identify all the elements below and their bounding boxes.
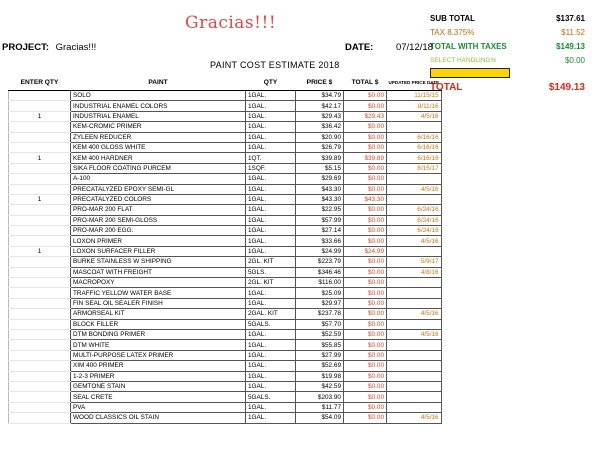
price-cell: $34.79 bbox=[296, 91, 344, 101]
table-row bbox=[9, 298, 442, 308]
table-row bbox=[9, 381, 442, 391]
line-total-cell: $0.00 bbox=[344, 132, 387, 142]
unit-cell: 1GAL. bbox=[246, 132, 296, 142]
unit-cell: 1QT. bbox=[246, 153, 296, 163]
qty-cell[interactable] bbox=[9, 267, 71, 277]
handling-input-row bbox=[430, 68, 585, 79]
updated-date-cell bbox=[387, 298, 442, 308]
updated-date-cell: 4/5/16 bbox=[387, 184, 442, 194]
table-row bbox=[9, 153, 442, 163]
unit-cell: 2GL. KIT bbox=[246, 278, 296, 288]
unit-cell: 2GL. KIT bbox=[246, 257, 296, 267]
line-total-cell: $0.00 bbox=[344, 371, 387, 381]
unit-cell: 1SQF. bbox=[246, 163, 296, 173]
paint-name-cell: PRO-MAR 200 EGG. bbox=[71, 226, 246, 236]
updated-date-cell bbox=[387, 381, 442, 391]
paint-name-cell: DTM BONDING PRIMER bbox=[71, 329, 246, 339]
paint-name-cell: PRO-MAR 200 FLAT bbox=[71, 205, 246, 215]
paint-name-cell: INDUSTRIAL ENAMEL bbox=[71, 111, 246, 121]
line-total-cell: $0.00 bbox=[344, 319, 387, 329]
table-row bbox=[9, 267, 442, 277]
line-total-cell: $0.00 bbox=[344, 329, 387, 339]
unit-cell: 1GAL. bbox=[246, 236, 296, 246]
unit-cell: 1GAL. bbox=[246, 111, 296, 121]
unit-cell: 1GAL. bbox=[246, 371, 296, 381]
updated-date-cell bbox=[387, 246, 442, 256]
price-cell: $42.59 bbox=[296, 381, 344, 391]
handling-value: $0.00 bbox=[564, 56, 585, 65]
date-value[interactable]: 07/12/18 bbox=[395, 42, 433, 53]
paint-name-cell: LOXON PRIMER bbox=[71, 236, 246, 246]
paint-name-cell: A-100 bbox=[71, 174, 246, 184]
unit-cell: 1GAL. bbox=[246, 413, 296, 423]
updated-date-cell bbox=[387, 392, 442, 402]
updated-date-cell: 8/15/17 bbox=[387, 163, 442, 173]
line-total-cell: $0.00 bbox=[344, 205, 387, 215]
unit-cell: 1GAL. bbox=[246, 329, 296, 339]
qty-cell[interactable] bbox=[9, 174, 71, 184]
table-row bbox=[9, 402, 442, 412]
line-total-cell: $43.30 bbox=[344, 194, 387, 204]
line-total-cell: $24.99 bbox=[344, 246, 387, 256]
updated-date-cell bbox=[387, 174, 442, 184]
table-row bbox=[9, 257, 442, 267]
col-header-total: TOTAL $ bbox=[344, 74, 387, 91]
table-row bbox=[9, 101, 442, 111]
updated-date-cell: 6/24/16 bbox=[387, 205, 442, 215]
updated-date-cell bbox=[387, 319, 442, 329]
price-cell: $55.85 bbox=[296, 340, 344, 350]
unit-cell: 1GAL. bbox=[246, 246, 296, 256]
handling-label: SELECT HANDLING% bbox=[430, 57, 497, 64]
price-cell: $24.99 bbox=[296, 246, 344, 256]
sheet-title: PAINT COST ESTIMATE 2018 bbox=[210, 60, 340, 70]
updated-date-cell bbox=[387, 361, 442, 371]
table-row bbox=[9, 278, 442, 288]
qty-cell[interactable] bbox=[9, 278, 71, 288]
price-cell: $33.66 bbox=[296, 236, 344, 246]
date-label: DATE: bbox=[345, 42, 374, 53]
price-cell: $26.79 bbox=[296, 142, 344, 152]
project-label: PROJECT: bbox=[2, 42, 49, 53]
price-cell: $203.90 bbox=[296, 392, 344, 402]
grand-total-row bbox=[430, 79, 585, 95]
price-cell: $39.89 bbox=[296, 153, 344, 163]
col-header-enter-qty: ENTER QTY bbox=[9, 74, 71, 91]
table-row bbox=[9, 91, 442, 101]
qty-cell[interactable] bbox=[9, 91, 71, 101]
line-total-cell: $0.00 bbox=[344, 381, 387, 391]
qty-cell[interactable] bbox=[9, 319, 71, 329]
table-row bbox=[9, 340, 442, 350]
paint-name-cell: MACROPOXY bbox=[71, 278, 246, 288]
paint-name-cell: GEMTONE STAIN bbox=[71, 381, 246, 391]
col-header-updated: UPDATED PRICE DATE bbox=[387, 74, 442, 91]
paint-name-cell: BLOCK FILLER bbox=[71, 319, 246, 329]
paint-name-cell: BURKE STAINLESS W SHIPPING bbox=[71, 257, 246, 267]
unit-cell: 1GAL. bbox=[246, 194, 296, 204]
price-cell: $43.30 bbox=[296, 194, 344, 204]
table-row bbox=[9, 236, 442, 246]
unit-cell: 1GAL. bbox=[246, 340, 296, 350]
table-row bbox=[9, 184, 442, 194]
unit-cell: 1GAL. bbox=[246, 298, 296, 308]
table-row bbox=[9, 194, 442, 204]
line-total-cell: $0.00 bbox=[344, 267, 387, 277]
price-cell: $116.00 bbox=[296, 278, 344, 288]
table-row bbox=[9, 226, 442, 236]
table-row bbox=[9, 361, 442, 371]
tax-label: TAX 8.375% bbox=[430, 28, 475, 37]
unit-cell: 1GAL. bbox=[246, 205, 296, 215]
updated-date-cell: 4/5/16 bbox=[387, 236, 442, 246]
paint-name-cell: PVA bbox=[71, 402, 246, 412]
paint-name-cell: 1-2-3 PRIMER bbox=[71, 371, 246, 381]
table-row bbox=[9, 163, 442, 173]
qty-cell[interactable] bbox=[9, 381, 71, 391]
updated-date-cell: 4/5/16 bbox=[387, 329, 442, 339]
updated-date-cell bbox=[387, 371, 442, 381]
updated-date-cell: 4/5/16 bbox=[387, 413, 442, 423]
price-cell: $22.95 bbox=[296, 205, 344, 215]
line-total-cell: $0.00 bbox=[344, 413, 387, 423]
qty-cell[interactable] bbox=[9, 350, 71, 360]
qty-cell[interactable]: 1 bbox=[9, 194, 71, 204]
unit-cell: 1GAL. bbox=[246, 122, 296, 132]
handling-percent-input[interactable] bbox=[430, 68, 510, 78]
grand-total-label: TOTAL bbox=[430, 82, 463, 93]
updated-date-cell: 5/9/17 bbox=[387, 257, 442, 267]
line-total-cell: $0.00 bbox=[344, 392, 387, 402]
qty-cell[interactable] bbox=[9, 340, 71, 350]
col-header-price: PRICE $ bbox=[296, 74, 344, 91]
line-total-cell: $0.00 bbox=[344, 174, 387, 184]
table-row bbox=[9, 329, 442, 339]
qty-cell[interactable]: 1 bbox=[9, 246, 71, 256]
price-cell: $57.70 bbox=[296, 319, 344, 329]
table-row bbox=[9, 309, 442, 319]
price-cell: $52.59 bbox=[296, 329, 344, 339]
col-header-qty: QTY bbox=[246, 74, 296, 91]
updated-date-cell: 4/8/16 bbox=[387, 267, 442, 277]
subtotal-label: SUB TOTAL bbox=[430, 14, 476, 23]
paint-name-cell: PRECATALYZED EPOXY SEMI-GL bbox=[71, 184, 246, 194]
updated-date-cell bbox=[387, 288, 442, 298]
line-total-cell: $0.00 bbox=[344, 184, 387, 194]
paint-name-cell: XIM 400 PRIMER bbox=[71, 361, 246, 371]
unit-cell: 1GAL. bbox=[246, 174, 296, 184]
unit-cell: 1GAL. bbox=[246, 381, 296, 391]
paint-name-cell: MASCOAT WITH FREIGHT bbox=[71, 267, 246, 277]
qty-cell[interactable] bbox=[9, 361, 71, 371]
unit-cell: 5GALS. bbox=[246, 392, 296, 402]
paint-name-cell: WOOD CLASSICS OIL STAIN bbox=[71, 413, 246, 423]
price-cell: $27.14 bbox=[296, 226, 344, 236]
grand-total-value: $149.13 bbox=[548, 82, 585, 93]
updated-date-cell bbox=[387, 350, 442, 360]
paint-name-cell: LOXON SURFACER FILLER bbox=[71, 246, 246, 256]
price-cell: $19.98 bbox=[296, 371, 344, 381]
line-total-cell: $29.43 bbox=[344, 111, 387, 121]
table-row bbox=[9, 413, 442, 423]
unit-cell: 1GAL. bbox=[246, 226, 296, 236]
unit-cell: 1GAL. bbox=[246, 91, 296, 101]
summary-panel bbox=[430, 12, 585, 95]
total-with-taxes-value: $149.13 bbox=[556, 42, 585, 51]
paint-name-cell: KEM-CROMIC PRIMER bbox=[71, 122, 246, 132]
qty-cell[interactable] bbox=[9, 288, 71, 298]
price-cell: $43.30 bbox=[296, 184, 344, 194]
line-total-cell: $0.00 bbox=[344, 402, 387, 412]
price-cell: $54.09 bbox=[296, 413, 344, 423]
handling-row bbox=[430, 54, 585, 68]
table-row bbox=[9, 174, 442, 184]
qty-cell[interactable] bbox=[9, 371, 71, 381]
line-total-cell: $0.00 bbox=[344, 163, 387, 173]
unit-cell: 5GALS. bbox=[246, 319, 296, 329]
table-row bbox=[9, 288, 442, 298]
qty-cell[interactable] bbox=[9, 413, 71, 423]
paint-name-cell: PRECATALYZED COLORS bbox=[71, 194, 246, 204]
qty-cell[interactable] bbox=[9, 236, 71, 246]
price-cell: $36.42 bbox=[296, 122, 344, 132]
table-row bbox=[9, 205, 442, 215]
qty-cell[interactable] bbox=[9, 163, 71, 173]
table-body bbox=[9, 91, 442, 424]
updated-date-cell: 8/11/16 bbox=[387, 101, 442, 111]
qty-cell[interactable] bbox=[9, 184, 71, 194]
unit-cell: 2GAL. KIT bbox=[246, 309, 296, 319]
qty-cell[interactable] bbox=[9, 215, 71, 225]
updated-date-cell: 6/16/16 bbox=[387, 132, 442, 142]
qty-cell[interactable]: 1 bbox=[9, 111, 71, 121]
updated-date-cell: 4/5/16 bbox=[387, 111, 442, 121]
line-total-cell: $0.00 bbox=[344, 361, 387, 371]
updated-date-cell: 6/24/16 bbox=[387, 215, 442, 225]
price-cell: $5.15 bbox=[296, 163, 344, 173]
table-row bbox=[9, 132, 442, 142]
price-cell: $57.99 bbox=[296, 215, 344, 225]
line-total-cell: $0.00 bbox=[344, 226, 387, 236]
line-total-cell: $0.00 bbox=[344, 340, 387, 350]
paint-name-cell: ZYLEEN REDUCER bbox=[71, 132, 246, 142]
unit-cell: 1GAL. bbox=[246, 288, 296, 298]
line-total-cell: $0.00 bbox=[344, 142, 387, 152]
paint-name-cell: SOLO bbox=[71, 91, 246, 101]
paint-name-cell: PRO-MAR 200 SEMI-GLOSS bbox=[71, 215, 246, 225]
qty-cell[interactable] bbox=[9, 392, 71, 402]
line-total-cell: $0.00 bbox=[344, 91, 387, 101]
unit-cell: 1GAL. bbox=[246, 101, 296, 111]
qty-cell[interactable] bbox=[9, 298, 71, 308]
unit-cell: 5GLS. bbox=[246, 267, 296, 277]
updated-date-cell bbox=[387, 340, 442, 350]
tax-value: $11.52 bbox=[561, 28, 585, 37]
handwritten-title: Gracias!!! bbox=[185, 13, 277, 33]
price-cell: $346.46 bbox=[296, 267, 344, 277]
qty-cell[interactable]: 1 bbox=[9, 153, 71, 163]
updated-date-cell: 6/24/16 bbox=[387, 226, 442, 236]
paint-name-cell: DTM WHITE bbox=[71, 340, 246, 350]
updated-date-cell bbox=[387, 194, 442, 204]
qty-cell[interactable] bbox=[9, 257, 71, 267]
line-total-cell: $0.00 bbox=[344, 215, 387, 225]
total-with-taxes-label: TOTAL WITH TAXES bbox=[430, 42, 507, 51]
table-row bbox=[9, 392, 442, 402]
unit-cell: 1GAL. bbox=[246, 142, 296, 152]
line-total-cell: $0.00 bbox=[344, 298, 387, 308]
line-total-cell: $0.00 bbox=[344, 122, 387, 132]
paint-name-cell: SIKA FLOOR COATING PURCEM bbox=[71, 163, 246, 173]
price-cell: $29.69 bbox=[296, 174, 344, 184]
qty-cell[interactable] bbox=[9, 205, 71, 215]
updated-date-cell bbox=[387, 402, 442, 412]
paint-name-cell: SEAL CRETE bbox=[71, 392, 246, 402]
date-line bbox=[345, 42, 433, 53]
qty-cell[interactable] bbox=[9, 329, 71, 339]
col-header-paint: PAINT bbox=[71, 74, 246, 91]
paint-name-cell: ARMORSEAL KIT bbox=[71, 309, 246, 319]
paint-name-cell: INDUSTRIAL ENAMEL COLORS bbox=[71, 101, 246, 111]
line-total-cell: $0.00 bbox=[344, 257, 387, 267]
paint-name-cell: KEM 400 GLOSS WHITE bbox=[71, 142, 246, 152]
updated-date-cell: 11/15/15 bbox=[387, 91, 442, 101]
qty-cell[interactable] bbox=[9, 309, 71, 319]
table-header-row bbox=[9, 74, 442, 91]
price-cell: $27.99 bbox=[296, 350, 344, 360]
table-row bbox=[9, 246, 442, 256]
table-row bbox=[9, 215, 442, 225]
project-name[interactable]: Gracias!!! bbox=[55, 42, 97, 53]
table-row bbox=[9, 319, 442, 329]
line-total-cell: $0.00 bbox=[344, 350, 387, 360]
line-total-cell: $39.89 bbox=[344, 153, 387, 163]
subtotal-value: $137.61 bbox=[556, 14, 585, 23]
unit-cell: 1GAL. bbox=[246, 361, 296, 371]
estimate-table bbox=[8, 74, 442, 424]
qty-cell[interactable] bbox=[9, 101, 71, 111]
updated-date-cell: 6/16/16 bbox=[387, 142, 442, 152]
table-row bbox=[9, 111, 442, 121]
unit-cell: 1GAL. bbox=[246, 184, 296, 194]
tax-row bbox=[430, 26, 585, 40]
paint-name-cell: KEM 400 HARDNER bbox=[71, 153, 246, 163]
total-with-taxes-row bbox=[430, 40, 585, 54]
project-line bbox=[2, 42, 96, 53]
qty-cell[interactable] bbox=[9, 402, 71, 412]
updated-date-cell: 6/16/16 bbox=[387, 153, 442, 163]
unit-cell: 1GAL. bbox=[246, 402, 296, 412]
paint-name-cell: FIN SEAL OIL SEALER FINISH bbox=[71, 298, 246, 308]
price-cell: $20.90 bbox=[296, 132, 344, 142]
updated-date-cell: 4/5/16 bbox=[387, 309, 442, 319]
updated-date-cell bbox=[387, 278, 442, 288]
line-total-cell: $0.00 bbox=[344, 288, 387, 298]
paint-name-cell: MULTI-PURPOSE LATEX PRIMER bbox=[71, 350, 246, 360]
qty-cell[interactable] bbox=[9, 226, 71, 236]
line-total-cell: $0.00 bbox=[344, 101, 387, 111]
price-cell: $29.43 bbox=[296, 111, 344, 121]
price-cell: $25.09 bbox=[296, 288, 344, 298]
table-row bbox=[9, 122, 442, 132]
qty-cell[interactable] bbox=[9, 132, 71, 142]
unit-cell: 1GAL. bbox=[246, 350, 296, 360]
line-total-cell: $0.00 bbox=[344, 278, 387, 288]
updated-date-cell bbox=[387, 122, 442, 132]
line-total-cell: $0.00 bbox=[344, 309, 387, 319]
price-cell: $237.78 bbox=[296, 309, 344, 319]
price-cell: $11.77 bbox=[296, 402, 344, 412]
price-cell: $223.79 bbox=[296, 257, 344, 267]
subtotal-row bbox=[430, 12, 585, 26]
line-total-cell: $0.00 bbox=[344, 236, 387, 246]
price-cell: $29.97 bbox=[296, 298, 344, 308]
qty-cell[interactable] bbox=[9, 142, 71, 152]
table-row bbox=[9, 142, 442, 152]
table-row bbox=[9, 371, 442, 381]
qty-cell[interactable] bbox=[9, 122, 71, 132]
unit-cell: 1GAL. bbox=[246, 215, 296, 225]
table-row bbox=[9, 350, 442, 360]
price-cell: $42.17 bbox=[296, 101, 344, 111]
paint-name-cell: TRAFFIC YELLOW WATER BASE bbox=[71, 288, 246, 298]
price-cell: $52.69 bbox=[296, 361, 344, 371]
